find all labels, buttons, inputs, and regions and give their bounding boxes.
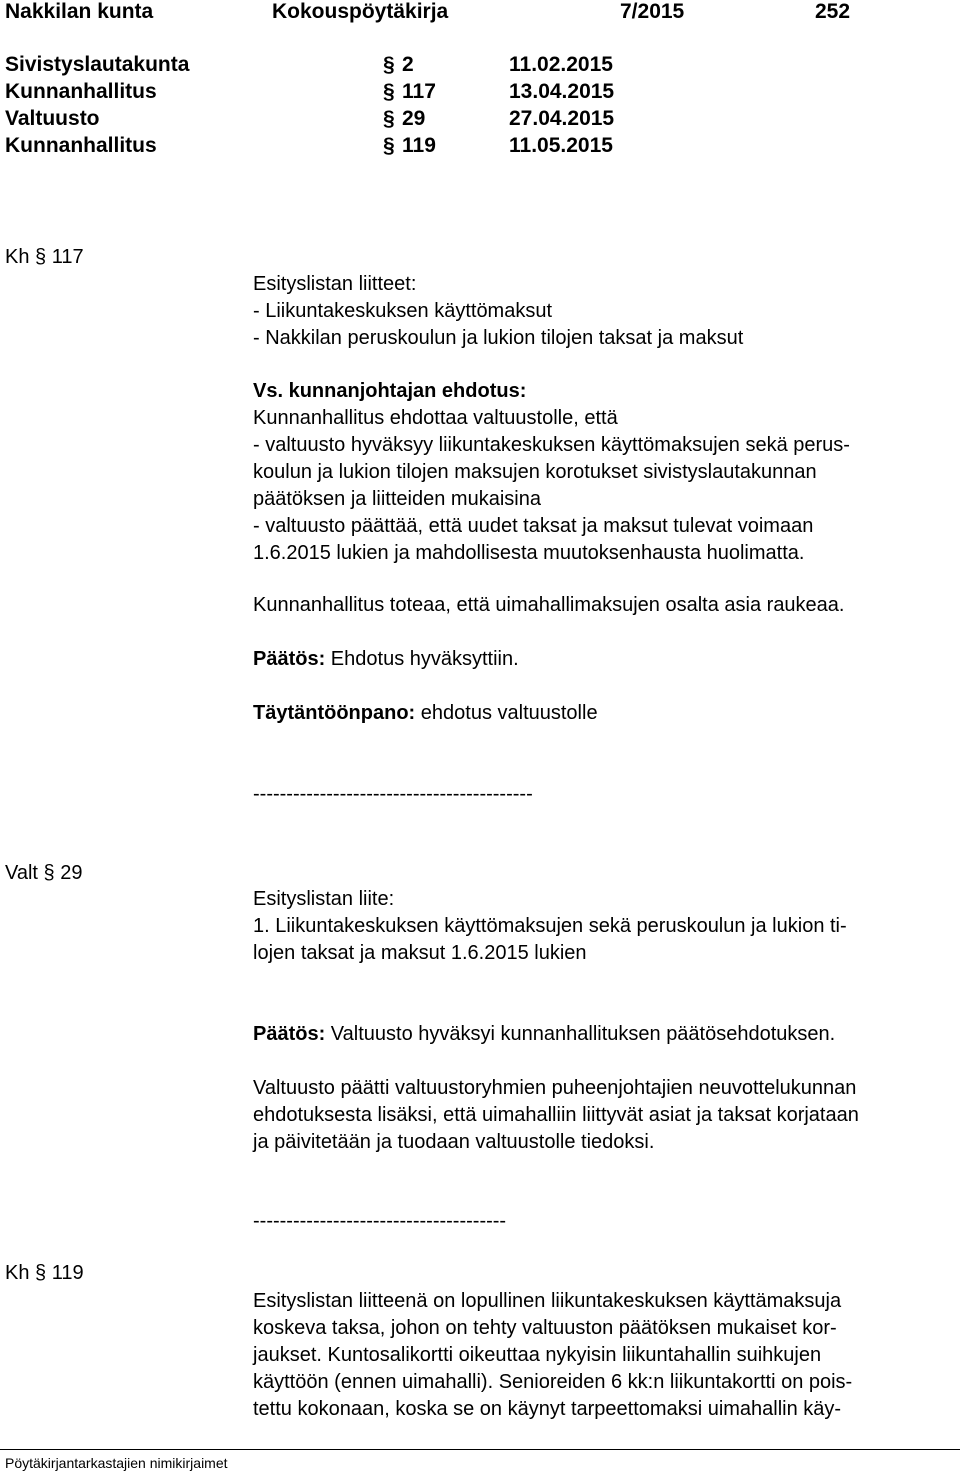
section-divider: ------------------------------------------ <box>253 783 533 805</box>
kh119-paragraph <box>253 1288 955 1423</box>
kh117-execution <box>253 700 955 727</box>
paragraph-line: Valtuusto päätti valtuustoryhmien puheenjohtajien neuvottelukunnan <box>253 1077 857 1099</box>
reference-number: 119 <box>402 134 436 157</box>
decision-label: Päätös: <box>253 648 326 670</box>
reference-number: 29 <box>402 107 426 130</box>
paragraph-line: tettu kokonaan, koska se on käynyt tarpeettomaksi uimahallin käy- <box>253 1398 842 1420</box>
attachment-item: - Liikuntakeskuksen käyttömaksut <box>253 300 553 322</box>
valt29-additional-decision <box>253 1075 955 1156</box>
municipality-name: Nakkilan kunta <box>5 0 154 23</box>
section-divider: -------------------------------------- <box>253 1210 507 1232</box>
proposal-line: - valtuusto päättää, että uudet taksat ja maksut tulevat voimaan <box>253 515 814 537</box>
proposal-title: Vs. kunnanjohtajan ehdotus: <box>253 380 527 402</box>
attachment-item: - Nakkilan peruskoulun ja lukion tilojen taksat ja maksut <box>253 327 744 349</box>
reference-body: Kunnanhallitus <box>5 134 157 157</box>
kh117-proposal <box>253 378 955 567</box>
document-type: Kokouspöytäkirja <box>272 0 449 23</box>
paragraph-line: koskeva taksa, johon on tehty valtuuston päätöksen mukaiset kor- <box>253 1317 837 1339</box>
attachment-line: lojen taksat ja maksut 1.6.2015 lukien <box>253 942 587 964</box>
attachments-title: Esityslistan liitteet: <box>253 273 417 295</box>
reference-body: Kunnanhallitus <box>5 80 157 103</box>
attachment-line: 1. Liikuntakeskuksen käyttömaksujen sekä peruskoulun ja lukion ti- <box>253 915 847 937</box>
reference-number: 117 <box>402 80 436 103</box>
section-sign: § <box>383 107 395 130</box>
reference-date: 27.04.2015 <box>509 107 615 130</box>
proposal-line: päätöksen ja liitteiden mukaisina <box>253 488 541 510</box>
section-sign: § <box>383 80 395 103</box>
footer-initials-label: Pöytäkirjantarkastajien nimikirjaimet <box>5 1455 228 1471</box>
kh117-decision <box>253 646 955 673</box>
paragraph-line: käyttöön (ennen uimahalli). Senioreiden 6 kk:n liikuntakortti on pois- <box>253 1371 853 1393</box>
decision-text: Ehdotus hyväksyttiin. <box>325 648 519 670</box>
section-label-valt29: Valt § 29 <box>5 862 83 884</box>
section-label-kh117: Kh § 117 <box>5 246 84 268</box>
proposal-line: koulun ja lukion tilojen maksujen korotukset sivistyslautakunnan <box>253 461 817 483</box>
valt29-attachment <box>253 886 955 967</box>
issue-number: 7/2015 <box>620 0 685 23</box>
reference-date: 11.02.2015 <box>509 53 613 76</box>
reference-date: 11.05.2015 <box>509 134 613 157</box>
reference-number: 2 <box>402 53 414 76</box>
paragraph-line: ja päivitetään ja tuodaan valtuustolle tiedoksi. <box>253 1131 655 1153</box>
proposal-line: 1.6.2015 lukien ja mahdollisesta muutoksenhausta huolimatta. <box>253 542 805 564</box>
footer-rule <box>0 1449 960 1450</box>
paragraph-line: ehdotuksesta lisäksi, että uimahalliin liittyvät asiat ja taksat korjataan <box>253 1104 859 1126</box>
section-sign: § <box>383 53 395 76</box>
paragraph-line: jaukset. Kuntosalikortti oikeuttaa nykyisin liikuntahallin suihkujen <box>253 1344 822 1366</box>
proposal-line: Kunnanhallitus ehdottaa valtuustolle, että <box>253 407 618 429</box>
execution-text: ehdotus valtuustolle <box>415 702 598 724</box>
kh117-attachments <box>253 271 955 352</box>
kh117-note: Kunnanhallitus toteaa, että uimahallimaksujen osalta asia raukeaa. <box>253 594 845 616</box>
page-number: 252 <box>815 0 851 23</box>
reference-date: 13.04.2015 <box>509 80 615 103</box>
valt29-decision <box>253 1021 955 1048</box>
section-label-kh119: Kh § 119 <box>5 1262 84 1284</box>
paragraph-line: Esityslistan liitteenä on lopullinen liikuntakeskuksen käyttämaksuja <box>253 1290 842 1312</box>
decision-text: Valtuusto hyväksyi kunnanhallituksen päätösehdotuksen. <box>325 1023 836 1045</box>
attachment-title: Esityslistan liite: <box>253 888 395 910</box>
decision-label: Päätös: <box>253 1023 326 1045</box>
reference-body: Sivistyslautakunta <box>5 53 190 76</box>
proposal-line: - valtuusto hyväksyy liikuntakeskuksen käyttömaksujen sekä perus- <box>253 434 850 456</box>
execution-label: Täytäntöönpano: <box>253 702 416 724</box>
reference-body: Valtuusto <box>5 107 100 130</box>
section-sign: § <box>383 134 395 157</box>
